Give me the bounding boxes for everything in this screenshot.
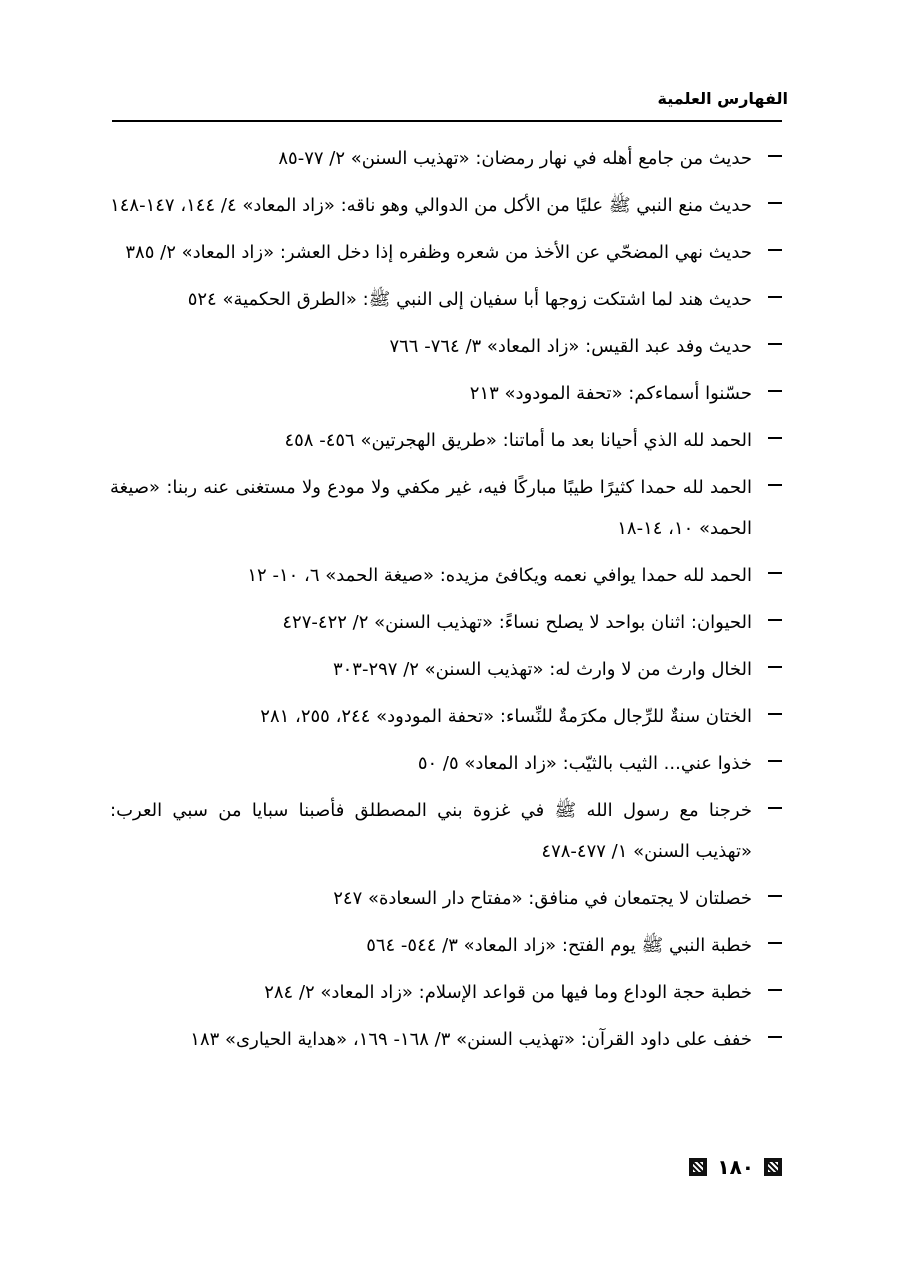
index-entry-list	[110, 138, 782, 1066]
list-item	[110, 420, 782, 461]
ornament-icon	[764, 1158, 782, 1176]
dash-marker	[768, 895, 782, 897]
dash-marker	[768, 484, 782, 486]
dash-marker	[768, 437, 782, 439]
dash-marker	[768, 807, 782, 809]
list-item	[110, 972, 782, 1013]
entry-text: الحيوان: اثنان بواحد لا يصلح نساءً: «تهذيب السنن» ٢/ ٤٢٢-٤٢٧	[282, 612, 752, 633]
dash-marker	[768, 343, 782, 345]
page-number: ١٨٠	[717, 1155, 754, 1179]
dash-marker	[768, 666, 782, 668]
list-item	[110, 185, 782, 226]
dash-marker	[768, 1036, 782, 1038]
entry-text: الحمد لله حمدا يوافي نعمه ويكافئ مزيده: «صيغة الحمد» ٦، ١٠- ١٢	[247, 565, 752, 586]
list-item	[110, 326, 782, 367]
entry-text: حسّنوا أسماءكم: «تحفة المودود» ٢١٣	[469, 383, 752, 404]
entry-text: حديث منع النبي ﷺ عليًا من الأكل من الدوالي وهو ناقه: «زاد المعاد» ٤/ ١٤٤، ١٤٧-١٤٨	[110, 195, 752, 216]
entry-text: خرجنا مع رسول الله ﷺ في غزوة بني المصطلق فأصبنا سبايا من سبي العرب: «تهذيب السنن» ١/ ٤٧٧-٤٧٨	[110, 800, 752, 862]
entry-text: خطبة حجة الوداع وما فيها من قواعد الإسلام: «زاد المعاد» ٢/ ٢٨٤	[264, 982, 752, 1003]
entry-text: حديث هند لما اشتكت زوجها أبا سفيان إلى النبي ﷺ: «الطرق الحكمية» ٥٢٤	[187, 289, 752, 310]
list-item	[110, 467, 782, 549]
entry-text: خفف على داود القرآن: «تهذيب السنن» ٣/ ١٦٨- ١٦٩، «هداية الحيارى» ١٨٣	[190, 1029, 752, 1050]
list-item	[110, 790, 782, 872]
list-item	[110, 1019, 782, 1060]
entry-text: الحمد لله حمدا كثيرًا طيبًا مباركًا فيه، غير مكفي ولا مودع ولا مستغنى عنه ربنا: «صيغة الحمد» ١٠، ١٤-١٨	[110, 477, 752, 539]
page-footer	[689, 1155, 782, 1179]
list-item	[110, 649, 782, 690]
entry-text: الحمد لله الذي أحيانا بعد ما أماتنا: «طريق الهجرتين» ٤٥٦- ٤٥٨	[284, 430, 752, 451]
dash-marker	[768, 572, 782, 574]
entry-text: خصلتان لا يجتمعان في منافق: «مفتاح دار السعادة» ٢٤٧	[333, 888, 752, 909]
list-item	[110, 743, 782, 784]
header-rule	[112, 120, 782, 122]
entry-text: حديث نهي المضحّي عن الأخذ من شعره وظفره إذا دخل العشر: «زاد المعاد» ٢/ ٣٨٥	[125, 242, 752, 263]
dash-marker	[768, 390, 782, 392]
list-item	[110, 925, 782, 966]
dash-marker	[768, 249, 782, 251]
dash-marker	[768, 989, 782, 991]
entry-text: الختان سنةٌ للرِّجال مكرَمةٌ للنِّساء: «تحفة المودود» ٢٤٤، ٢٥٥، ٢٨١	[260, 706, 752, 727]
running-header: الفهارس العلمية	[657, 89, 788, 108]
dash-marker	[768, 155, 782, 157]
ornament-icon	[689, 1158, 707, 1176]
dash-marker	[768, 619, 782, 621]
list-item	[110, 232, 782, 273]
entry-text: الخال وارث من لا وارث له: «تهذيب السنن» ٢/ ٢٩٧-٣٠٣	[332, 659, 752, 680]
list-item	[110, 373, 782, 414]
dash-marker	[768, 760, 782, 762]
dash-marker	[768, 202, 782, 204]
entry-text: خذوا عني... الثيب بالثيّب: «زاد المعاد» ٥/ ٥٠	[417, 753, 752, 774]
list-item	[110, 602, 782, 643]
entry-text: حديث من جامع أهله في نهار رمضان: «تهذيب السنن» ٢/ ٧٧-٨٥	[278, 148, 752, 169]
list-item	[110, 555, 782, 596]
entry-text: خطبة النبي ﷺ يوم الفتح: «زاد المعاد» ٣/ ٥٤٤- ٥٦٤	[366, 935, 752, 956]
list-item	[110, 696, 782, 737]
entry-text: حديث وفد عبد القيس: «زاد المعاد» ٣/ ٧٦٤- ٧٦٦	[389, 336, 752, 357]
dash-marker	[768, 713, 782, 715]
list-item	[110, 279, 782, 320]
dash-marker	[768, 942, 782, 944]
list-item	[110, 878, 782, 919]
list-item	[110, 138, 782, 179]
dash-marker	[768, 296, 782, 298]
